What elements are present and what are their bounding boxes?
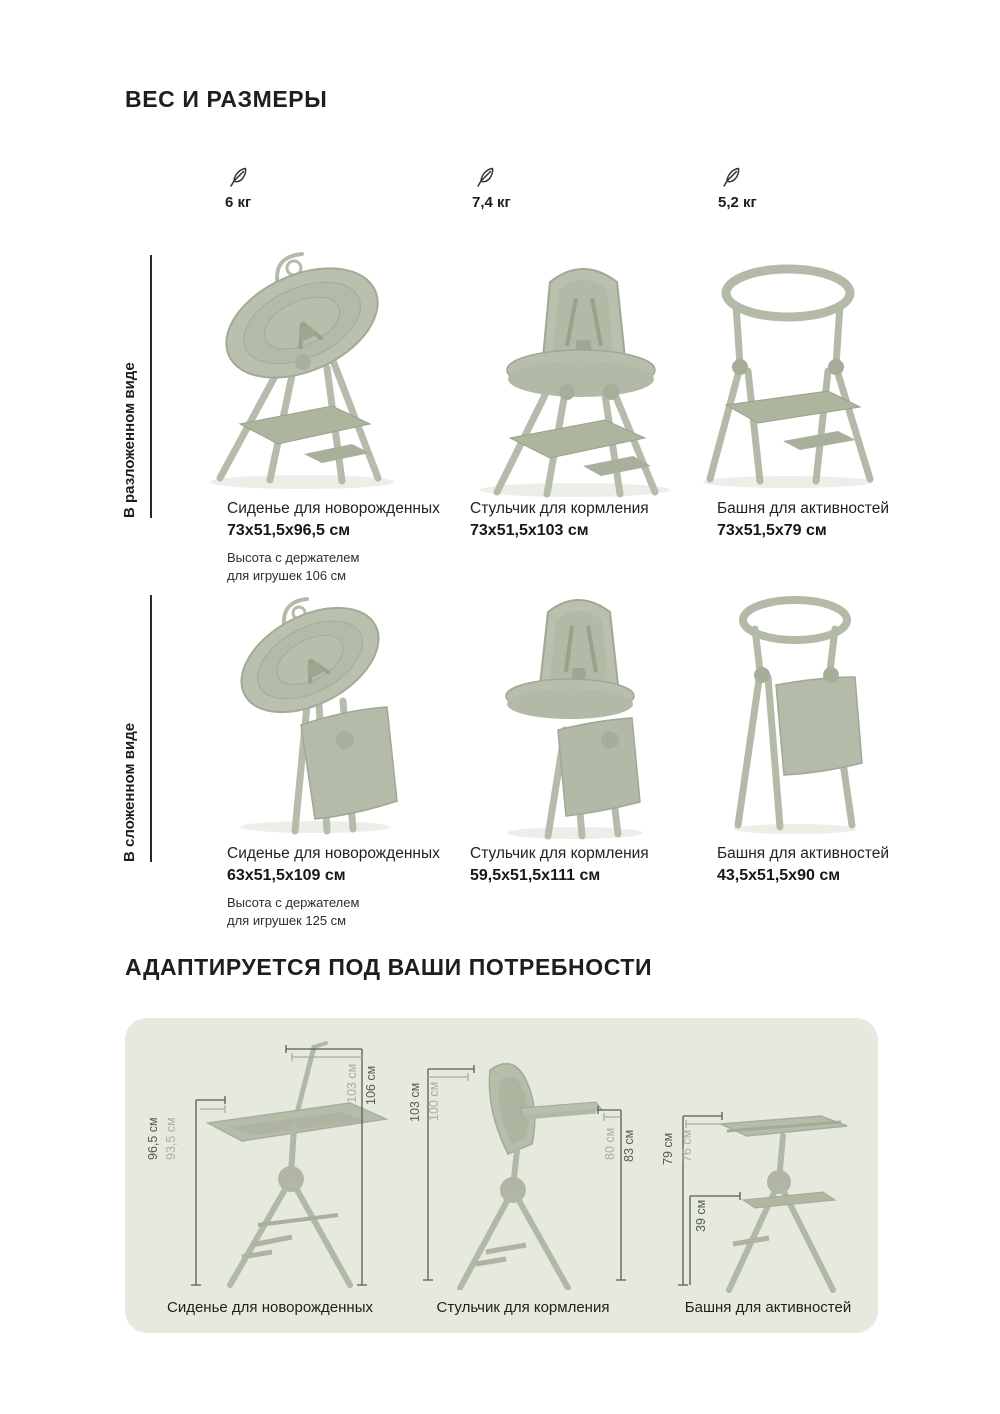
product-image-high-chair-folded — [470, 580, 670, 842]
group-label-unfolded: В разложенном виде — [121, 362, 138, 518]
product-name: Стульчик для кормления — [470, 845, 649, 862]
product-caption — [227, 843, 467, 930]
diagram-label-newborn-seat: Сиденье для новорожденных — [167, 1299, 373, 1316]
measure-label: 100 см — [427, 1081, 441, 1121]
product-image-activity-tower-unfolded — [688, 255, 893, 490]
measure-label: 106 см — [364, 1065, 378, 1105]
product-caption — [717, 498, 957, 542]
product-image-newborn-seat-unfolded — [182, 228, 432, 493]
feather-icon — [472, 164, 498, 190]
product-caption — [717, 843, 957, 887]
diagram-high-chair-side — [430, 1040, 610, 1290]
measure-label: 80 см — [603, 1127, 617, 1160]
measure-label: 76 см — [680, 1129, 694, 1162]
weight-col-3 — [718, 164, 757, 211]
weight-col-2 — [472, 164, 511, 211]
product-caption — [470, 498, 710, 542]
measure-label: 103 см — [345, 1063, 359, 1103]
product-image-high-chair-unfolded — [455, 240, 690, 500]
group-label-folded: В сложенном виде — [121, 722, 138, 862]
diagram-label-activity-tower: Башня для активностей — [684, 1299, 852, 1316]
product-name: Стульчик для кормления — [470, 500, 649, 517]
section-adapt-title: АДАПТИРУЕТСЯ ПОД ВАШИ ПОТРЕБНОСТИ — [125, 954, 653, 980]
group-divider-line — [150, 595, 152, 862]
weight-col-1 — [225, 164, 251, 211]
measure-label: 39 см — [694, 1199, 708, 1232]
measure-label: 103 см — [408, 1082, 422, 1122]
product-image-newborn-seat-folded — [195, 575, 425, 837]
product-dimensions: 43,5х51,5х90 см — [717, 867, 841, 884]
weight-label: 6 кг — [225, 194, 252, 211]
diagram-label-high-chair: Стульчик для кормления — [436, 1299, 610, 1316]
product-dimensions: 59,5х51,5х111 см — [470, 867, 601, 884]
product-name: Башня для активностей — [717, 845, 889, 862]
section-weights-title: ВЕС И РАЗМЕРЫ — [125, 86, 328, 112]
product-caption — [227, 498, 467, 585]
product-dimensions: 73х51,5х103 см — [470, 522, 589, 539]
feather-icon — [718, 164, 744, 190]
weight-label: 5,2 кг — [718, 194, 757, 211]
product-name: Сиденье для новорожденных — [227, 845, 440, 862]
product-dimensions: 73х51,5х79 см — [717, 522, 827, 539]
product-dimensions: 63х51,5х109 см — [227, 867, 346, 884]
product-note: Высота с держателем для игрушек 106 см — [227, 550, 360, 583]
measure-label: 83 см — [622, 1129, 636, 1162]
product-name: Башня для активностей — [717, 500, 889, 517]
diagram-activity-tower-side — [705, 1048, 870, 1293]
product-name: Сиденье для новорожденных — [227, 500, 440, 517]
product-image-activity-tower-folded — [700, 585, 890, 837]
feather-icon — [225, 164, 251, 190]
product-caption — [470, 843, 710, 887]
measure-label: 93,5 см — [164, 1117, 178, 1160]
measure-label: 96,5 см — [146, 1117, 160, 1160]
measure-label: 79 см — [661, 1132, 675, 1165]
product-note: Высота с держателем для игрушек 125 см — [227, 895, 360, 928]
product-dimensions: 73х51,5х96,5 см — [227, 522, 351, 539]
group-divider-line — [150, 255, 152, 518]
weight-label: 7,4 кг — [472, 194, 511, 211]
